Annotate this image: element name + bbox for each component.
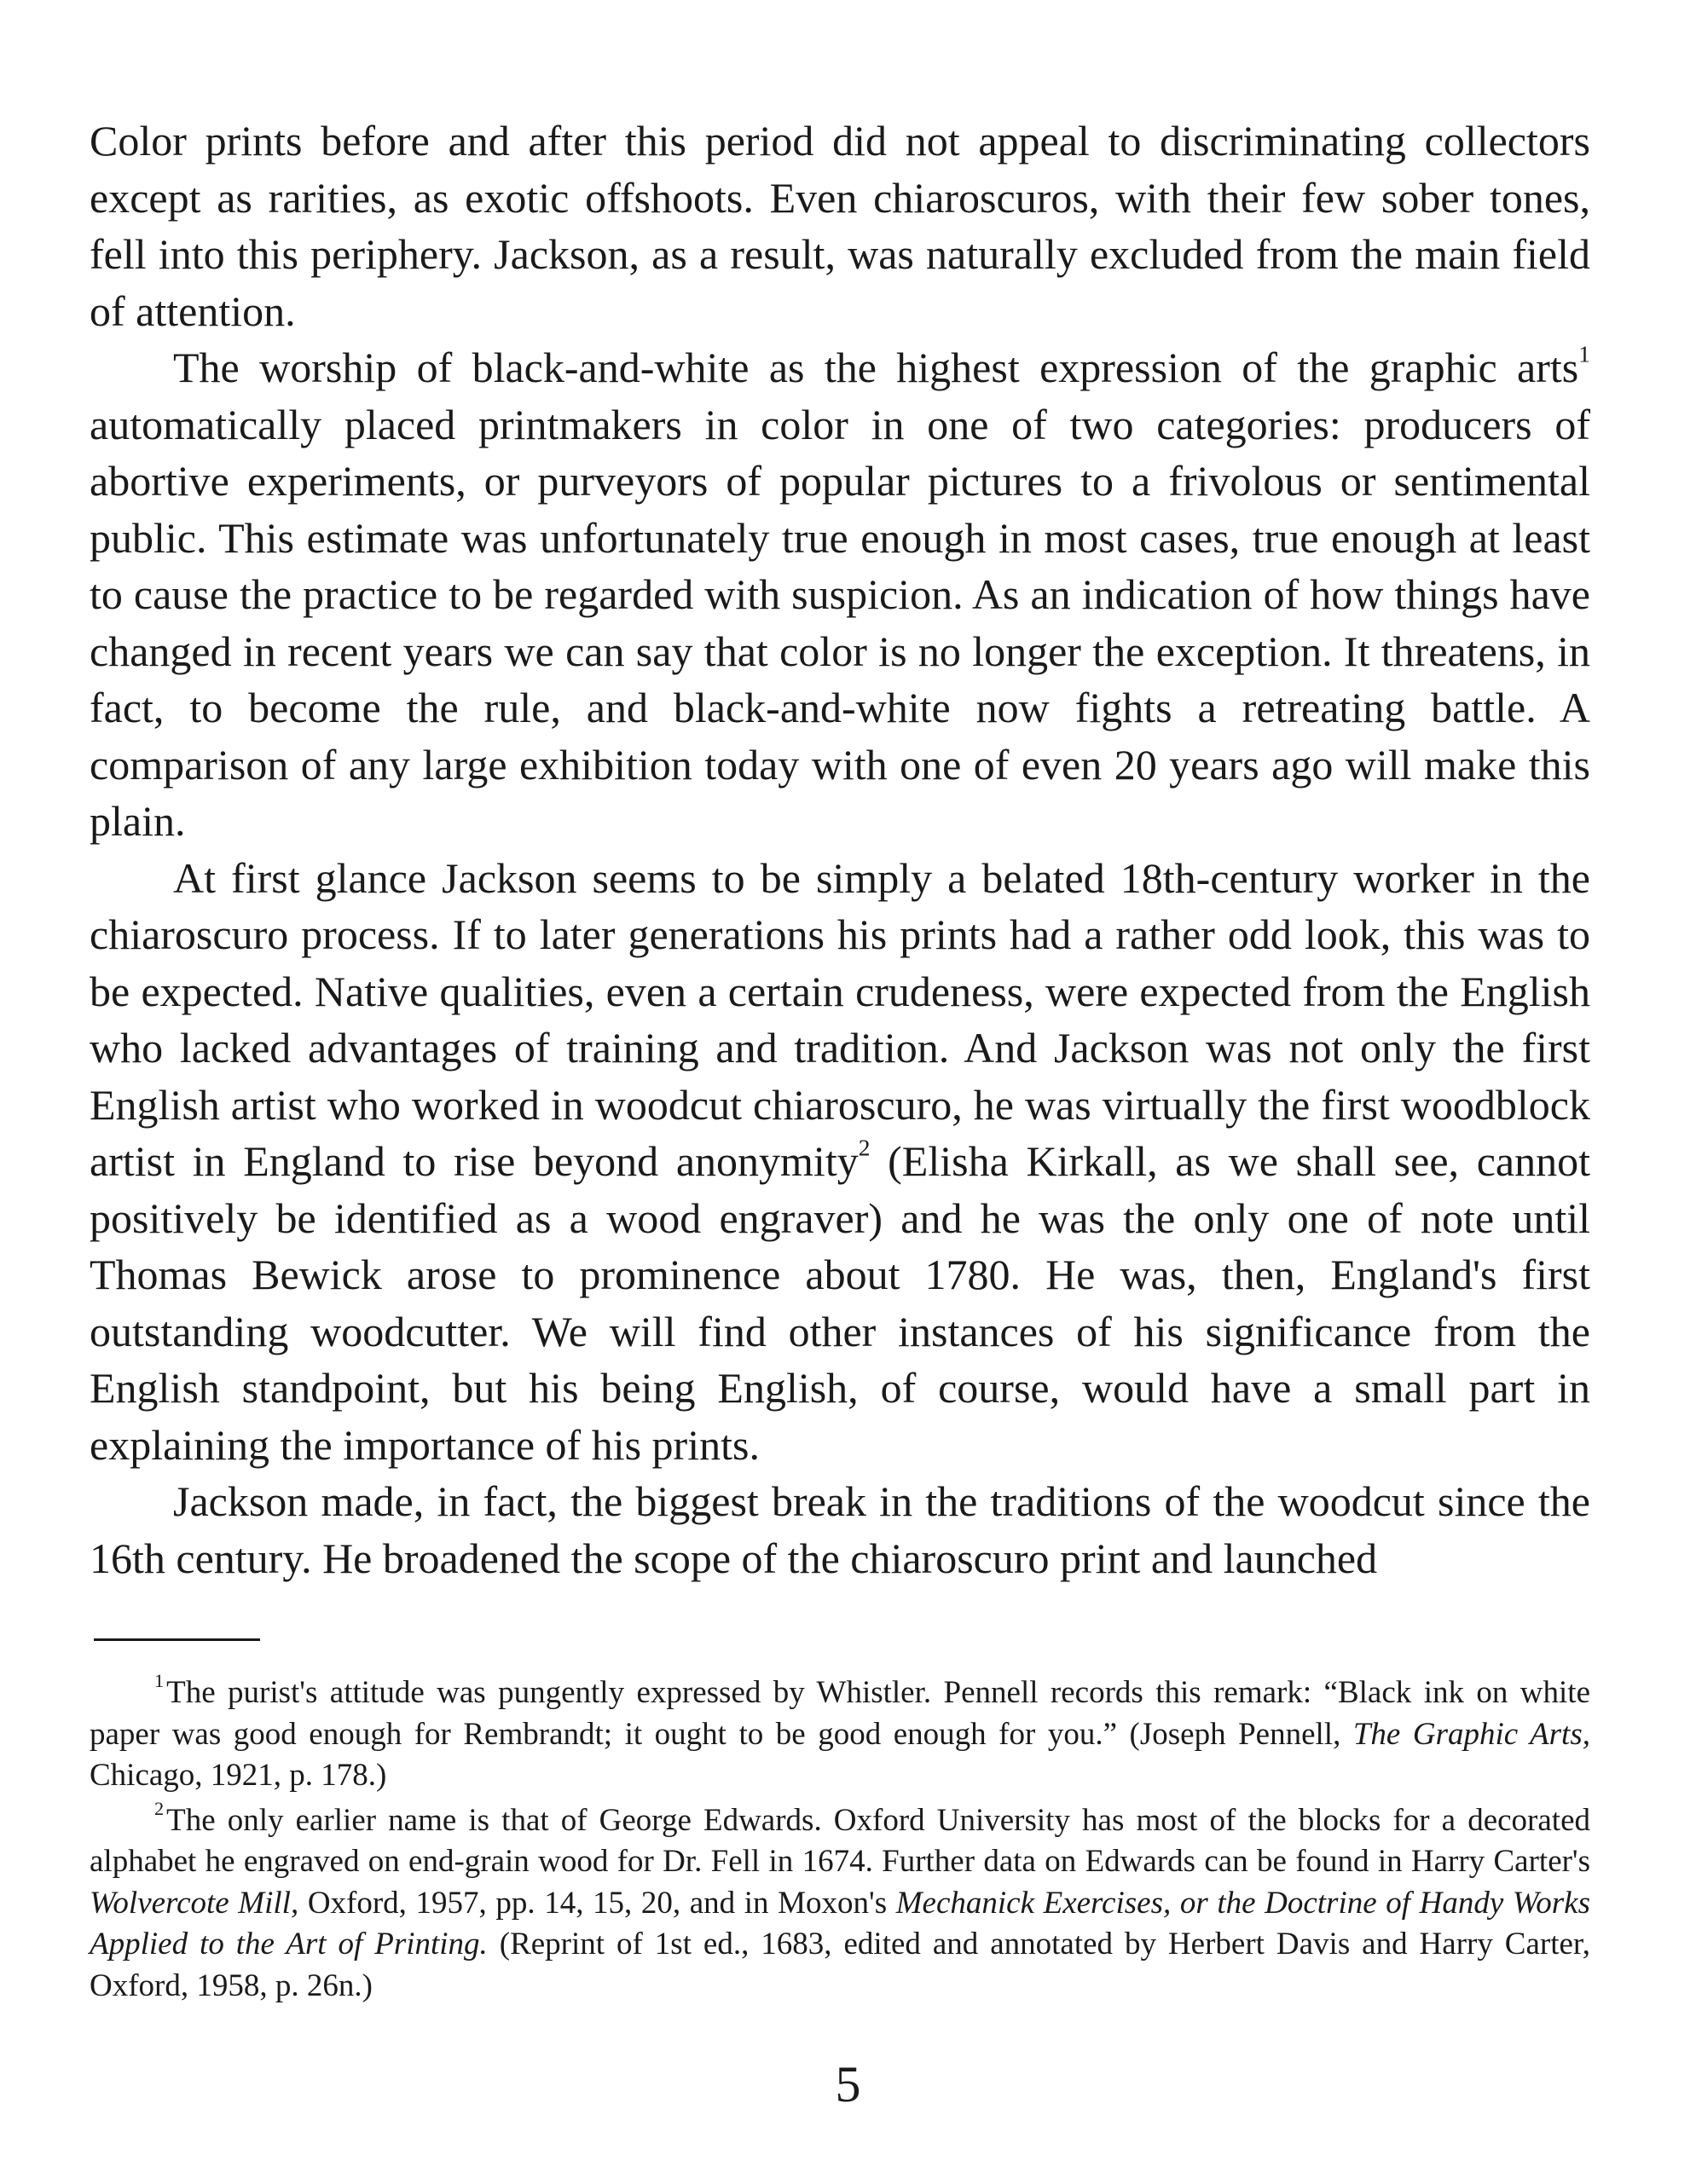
footnote-2-mid: Oxford, 1957, pp. 14, 15, 20, and in Moxon's <box>298 1885 896 1921</box>
footnote-ref-2: 2 <box>858 1134 871 1161</box>
footnote-1-tail: Chicago, 1921, p. 178.) <box>90 1758 387 1793</box>
paragraph-3 <box>90 850 1590 1474</box>
paragraph-4: Jackson made, in fact, the biggest break in the traditions of the woodcut since the 16th century. He broadened the scope of the chiaroscuro print and launched <box>90 1477 1590 1582</box>
footnote-divider <box>94 1638 260 1641</box>
footnotes <box>90 1670 1591 2010</box>
footnote-1-text: The purist's attitude was pungently expressed by Whistler. Pennell records this remark: “Black ink on white paper was good enough for Rembrandt; it ought to be good enough for you.” (Joseph Pennell, <box>90 1675 1590 1752</box>
footnote-1-marker: 1 <box>154 1670 165 1692</box>
footnote-2-title-1: Wolvercote Mill, <box>90 1885 299 1921</box>
paragraph-1: Color prints before and after this period did not appeal to discriminating collectors except as rarities, as exotic offshoots. Even chiaroscuros, with their few sober tones, fell into this periphery. Jackson, as a result, was naturally excluded from the main field of attention. <box>90 117 1590 335</box>
footnote-2-text: The only earlier name is that of George Edwards. Oxford University has most of the blocks for a decorated alphabet he engraved on end-grain wood for Dr. Fell in 1674. Further data on Edwards can be found in Harry Carter's <box>90 1802 1590 1879</box>
paragraph-2-text-b: automatically placed printmakers in color in one of two categories: producers of abortive experiments, or purveyors of popular pictures to a frivolous or sentimental public. This estimate was unfortunately true enough in most cases, true enough at least to cause the practice to be regarded with suspicion. As an indication of how things have changed in recent years we can say that color is no longer the exception. It threatens, in fact, to become the rule, and black-and-white now fights a retreating battle. A comparison of any large exhibition today with one of even 20 years ago will make this plain. <box>90 400 1590 845</box>
footnote-2 <box>90 1797 1591 2008</box>
footnote-ref-1: 1 <box>1578 340 1590 367</box>
footnote-1 <box>90 1670 1590 1797</box>
footnote-1-title: The Graphic Arts, <box>1352 1716 1590 1752</box>
page-body <box>90 113 1590 1586</box>
main-text <box>90 113 1590 1586</box>
footnote-2-title-2: Mechanick Exercises, or the Doctrine of Handy Works Applied to the Art of Printing. <box>90 1885 1590 1962</box>
footnote-2-tail: (Reprint of 1st ed., 1683, edited and annotated by Herbert Davis and Harry Carter, Oxford, 1958, p. 26n.) <box>90 1927 1591 2003</box>
paragraph-3-text-a: At first glance Jackson seems to be simply a belated 18th-century worker in the chiaroscuro process. If to later generations his prints had a rather odd look, this was to be expected. Native qualities, even a certain crudeness, were expected from the English who lacked advantages of training and tradition. And Jackson was not only the first English artist who worked in woodcut chiaroscuro, he was virtually the first woodblock artist in England to rise beyond anonymity <box>90 853 1590 1185</box>
footnote-2-marker: 2 <box>154 1797 165 1819</box>
page-number: 5 <box>835 2056 861 2112</box>
paragraph-2 <box>90 339 1590 850</box>
paragraph-3-text-b: (Elisha Kirkall, as we shall see, cannot positively be identified as a wood engraver) and he was the only one of note until Thomas Bewick arose to prominence about 1780. He was, then, England's first outstanding woodcutter. We will find other instances of his significance from the English standpoint, but his being English, of course, would have a small part in explaining the importance of his prints. <box>90 1137 1590 1469</box>
paragraph-2-text-a: The worship of black-and-white as the highest expression of the graphic arts <box>173 344 1579 391</box>
